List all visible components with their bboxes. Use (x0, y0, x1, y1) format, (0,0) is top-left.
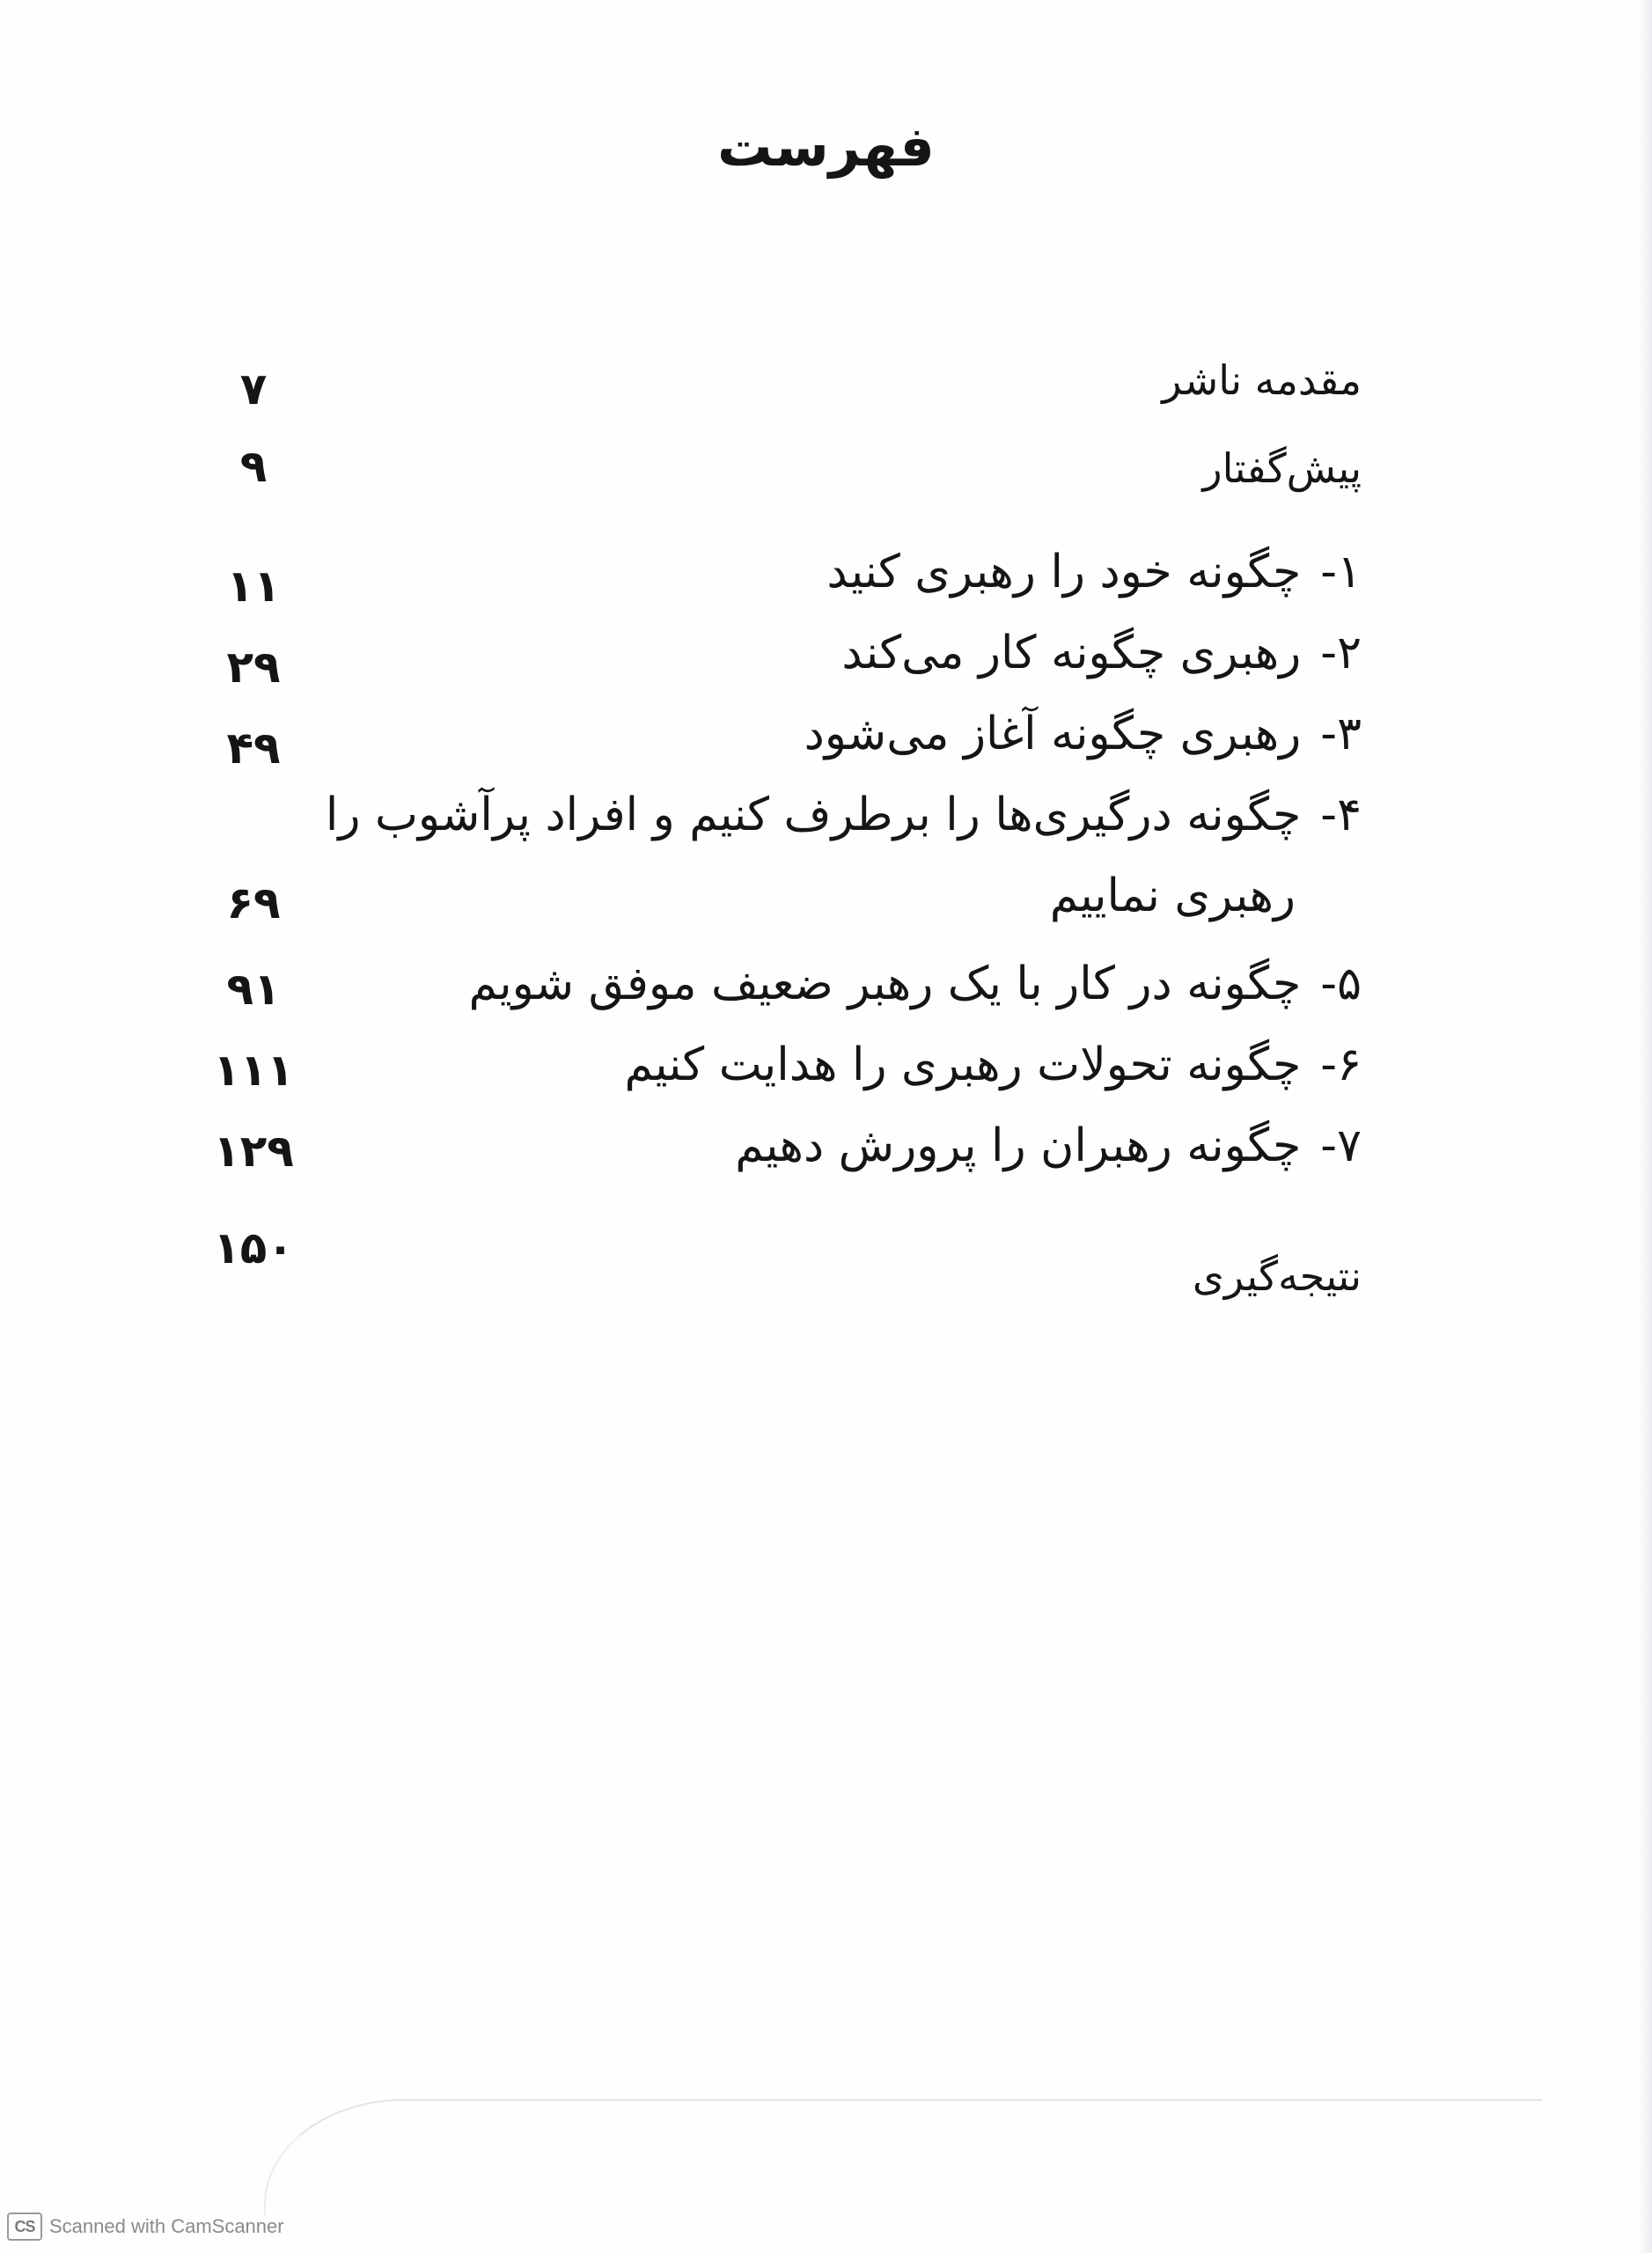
toc-entry-text: رهبری چگونه کار می‌کند (841, 627, 1302, 679)
toc-entry-text: چگونه رهبران را پرورش دهیم (735, 1119, 1302, 1172)
toc-entry-number: ۷- (1320, 1119, 1362, 1172)
toc-entry-title (469, 944, 1362, 1024)
toc-entry (0, 1106, 1652, 1185)
toc-entry-continuation: رهبری نماییم (1049, 870, 1296, 922)
toc-entry (0, 532, 1652, 612)
toc-entry-number: ۱- (1320, 546, 1362, 598)
toc-entry-title (804, 694, 1362, 774)
toc-entry (0, 429, 1652, 508)
toc-entry (0, 694, 1652, 774)
camscanner-logo-icon: CS (7, 2213, 42, 2241)
toc-entry-page: ۱۱ (226, 561, 281, 612)
toc-entry (0, 613, 1652, 693)
toc-entry-title: مقدمه ناشر (1162, 356, 1362, 404)
toc-entry-page: ۹ (239, 441, 268, 492)
toc-entry-page: ۱۵۰ (213, 1222, 294, 1273)
toc-entry-title: پیش‌گفتار (1202, 444, 1362, 492)
page-title: فهرست (717, 114, 935, 179)
toc-entry-page: ۷ (239, 363, 268, 415)
scanner-watermark-text: Scanned with CamScanner (49, 2215, 284, 2237)
toc-entry-text: چگونه تحولات رهبری را هدایت کنیم (624, 1038, 1302, 1091)
toc-entry-number: ۴- (1320, 789, 1362, 841)
toc-entry-text: چگونه خود را رهبری کنید (826, 546, 1302, 598)
toc-entry-page: ۲۹ (226, 642, 281, 693)
toc-entry (0, 1025, 1652, 1104)
toc-entry-title (624, 1025, 1362, 1104)
toc-entry-page: ۶۹ (226, 877, 281, 928)
toc-entry-page: ۱۲۹ (213, 1126, 294, 1177)
toc-entry-number: ۶- (1320, 1038, 1362, 1091)
toc-entry-title (735, 1106, 1362, 1185)
toc-entry (0, 944, 1652, 1024)
toc-entry-page: ۹۱ (226, 964, 281, 1015)
toc-entry (0, 341, 1652, 420)
toc-entry-text: چگونه در کار با یک رهبر ضعیف موفق شویم (468, 958, 1302, 1010)
toc-entry-number: ۳- (1320, 708, 1362, 760)
toc-entry-title (326, 775, 1362, 855)
toc-entry-page: ۴۹ (226, 723, 281, 774)
toc-entry-number: ۲- (1320, 627, 1362, 679)
scanner-watermark (7, 2212, 284, 2242)
toc-entry-text: رهبری چگونه آغاز می‌شود (804, 708, 1302, 760)
toc-entry (0, 775, 1652, 934)
toc-entry-title (841, 613, 1362, 693)
toc-entry-title: نتیجه‌گیری (1192, 1252, 1362, 1300)
toc-entry-text: چگونه درگیری‌ها را برطرف کنیم و افراد پرآشوب را (325, 789, 1302, 841)
toc-entry-page: ۱۱۱ (213, 1045, 294, 1096)
toc-entry-number: ۵- (1320, 958, 1362, 1010)
toc-entry (0, 1222, 1652, 1316)
toc-entry-title (826, 532, 1362, 612)
page-fold-shadow (264, 2099, 1542, 2215)
